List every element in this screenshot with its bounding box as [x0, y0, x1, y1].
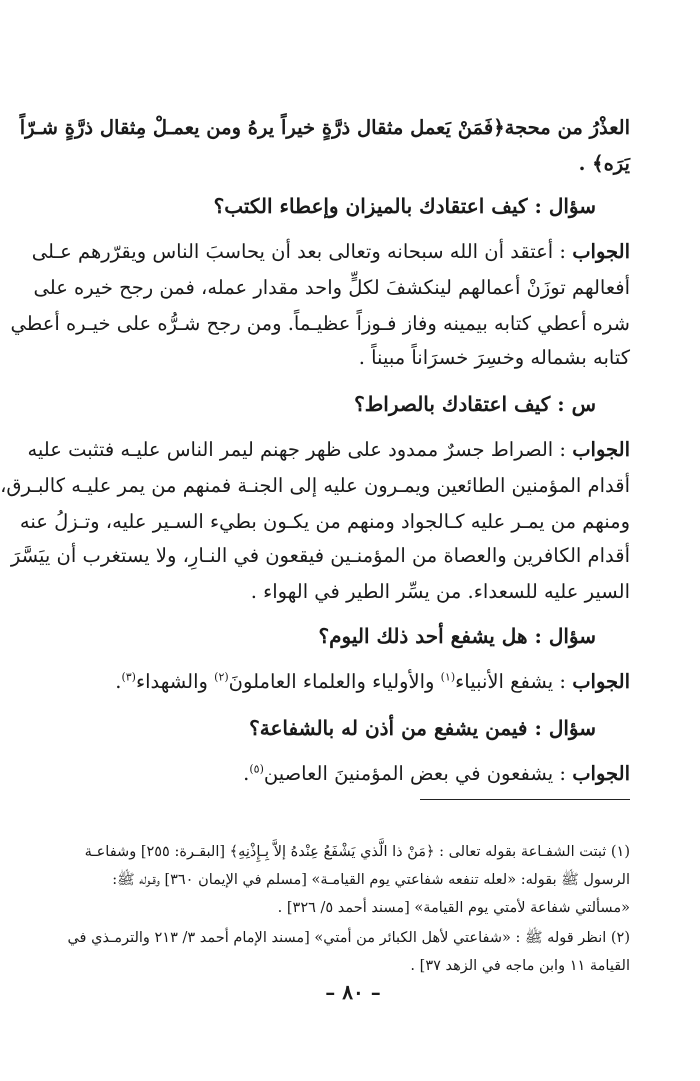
answer-label: الجواب [572, 438, 630, 461]
answer-text: والأولياء والعلماء العاملونَ [228, 670, 441, 693]
footnote-ref[interactable]: (٢) [214, 670, 229, 684]
answer-2-line-3: ومنهم من يمـر عليه كـالجواد ومنهم من يكـون بطيء السـير عليه، وتـزلُ عنه [19, 510, 630, 533]
question-3 [72, 620, 630, 652]
answer-1-line-4: كتابه بشماله وخسِرَ خسرَاناً مبيناً . [358, 346, 630, 369]
answer-2-line-2: أقدام المؤمنين الطائعين ويمـرون عليه إلى الجنـة فمنهم من يمر عليـه كالبـرق، [0, 474, 630, 497]
question-text: : فيمن يشفع من أذن له بالشفاعة؟ [249, 716, 549, 740]
answer-1-line-2: أفعالهم توزَنْ أعمالهم لينكشفَ لكلٍّ واحد مقدار عمله، فمن رجح خيره على [33, 276, 630, 299]
answer-1-line-1 [31, 236, 630, 268]
answer-text: : يشفع الأنبياء [455, 670, 573, 693]
answer-1-line-3: شره أعطي كتابه بيمينه وفاز فـوزاً عظيـماً. ومن رجح شـرُّه على خيـره أعطي [10, 312, 630, 335]
answer-label: الجواب [572, 762, 630, 785]
answer-text: : الصراط جسرٌ ممدود على ظهر جهنم ليمر الناس عليـه فتثبت عليه [27, 438, 573, 461]
question-text: : كيف اعتقادك بالصراط؟ [354, 392, 572, 416]
footnote-divider [420, 799, 630, 800]
answer-2-line-5: السير عليه للسعداء. من يسِّر الطير في الهواء . [250, 580, 630, 603]
footnote-1-line-3: «مسألتي شفاعة لأمتي يوم القيامة» [مسند أحمد ٥/ ٣٢٦] . [277, 900, 630, 916]
footnote-2-line-2: القيامة ١١ وابن ماجه في الزهد ٣٧] . [410, 958, 630, 974]
footnote-1-line-1: (١) ثبتت الشفـاعة بقوله تعالى : ﴿مَنْ ذا الَّذي يَشْفَعُ عِنْدهُ إلاَّ بِـإِذْنِهِ﴾ [البقـرة: ٢٥٥] وشفاعـة [84, 844, 630, 860]
answer-text: : أعتقد أن الله سبحانه وتعالى بعد أن يحاسبَ الناس ويقرّرهم عـلى [31, 240, 573, 263]
answer-2-line-4: أقدام الكافرين والعصاة من المؤمنـين فيقعون في النـارِ، ولا يستغرب أن ييَسَّرَ [10, 544, 630, 567]
page-content [0, 96, 630, 1081]
body-line-2: يَرَه﴾ . [578, 152, 630, 175]
question-1 [72, 190, 630, 222]
question-text: : كيف اعتقادك بالميزان وإعطاء الكتب؟ [213, 194, 549, 218]
answer-text: : يشفعون في بعض المؤمنينَ العاصين [263, 762, 573, 785]
page-number: – ٨٠ – [325, 980, 381, 1004]
footnote-ref[interactable]: (٣) [121, 670, 136, 684]
footnote-ref[interactable]: (٥) [249, 762, 264, 776]
question-label: سؤال [548, 194, 596, 218]
question-label: سؤال [548, 624, 596, 648]
answer-punctuation: . [115, 670, 122, 693]
question-text: : هل يشفع أحد ذلك اليوم؟ [318, 624, 549, 648]
question-4 [72, 712, 630, 744]
body-line-1: العذْرُ من محجة﴿فَمَنْ يَعمل مثقال ذرَّةٍ خيراً يرهُ ومن يعمـلْ مِثقال ذرَّةٍ شـرّاً [19, 116, 630, 139]
question-label: سؤال [548, 716, 596, 740]
footnote-2-line-1: (٢) انظر قوله ﷺ : «شفاعتي لأهل الكبائر من أمتي» [مسند الإمام أحمد ٣/ ٢١٣ والترمـذي في [67, 930, 630, 946]
answer-text: والشهداء [135, 670, 215, 693]
question-label: س [571, 392, 596, 416]
answer-3 [72, 666, 630, 698]
answer-4 [72, 758, 630, 790]
footnote-ref[interactable]: (١) [440, 670, 456, 684]
question-2 [72, 388, 630, 420]
answer-2-line-1 [27, 434, 630, 466]
answer-label: الجواب [572, 670, 630, 693]
footnote-1-line-2: الرسول ﷺ بقوله: «لعله تنفعه شفاعتي يوم القيامـة» [مسلم في الإيمان ٣٦٠] وقـوله ﷺ: [112, 872, 630, 888]
answer-punctuation: . [243, 762, 250, 785]
answer-label: الجواب [572, 240, 630, 263]
